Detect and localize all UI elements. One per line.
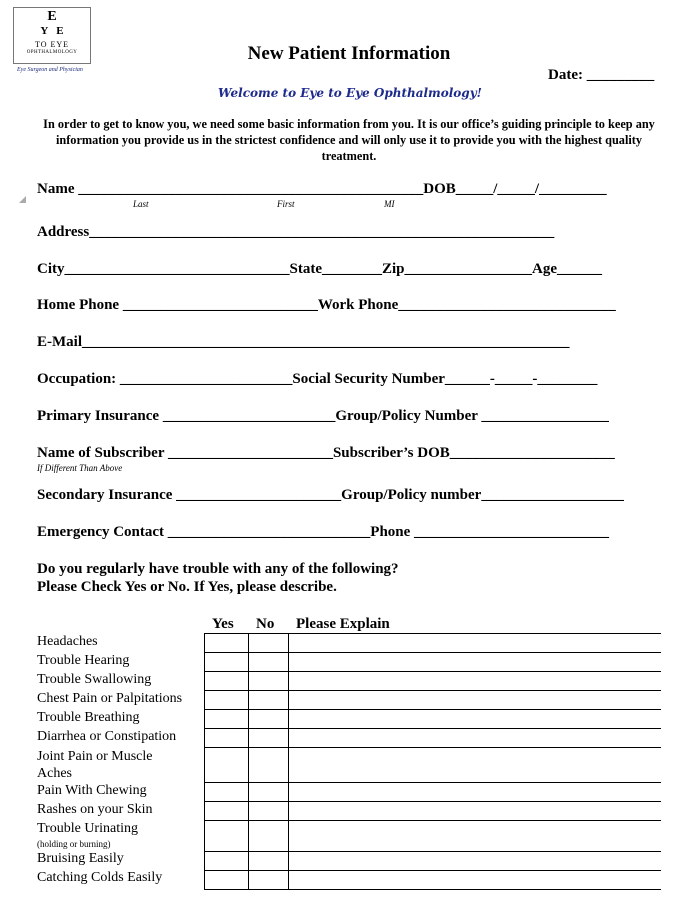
symptom-pain-chewing: Pain With Chewing (37, 783, 147, 798)
symptom-trouble-urinating-note: (holding or burning) (37, 839, 111, 849)
logo-line-4: OPHTHALMOLOGY (26, 50, 78, 55)
logo-tagline: Eye Surgeon and Physician (17, 67, 83, 73)
name-first-caption: First (277, 199, 295, 209)
name-last-caption: Last (133, 199, 149, 209)
name-mi-caption: MI (384, 199, 395, 209)
emergency-contact-field[interactable]: Emergency Contact ___________________________Phone __________________________ (37, 524, 610, 540)
logo-line-1: E (47, 9, 57, 24)
symptom-trouble-hearing: Trouble Hearing (37, 653, 130, 668)
secondary-insurance-field[interactable]: Secondary Insurance ______________________Group/Policy number___________________ (37, 487, 624, 503)
intro-paragraph: In order to get to know you, we need some basic information from you. It is our office’s guiding principle to keep any information you provide us in the strictest confidence and will only use it to provide you with the highest quality treatment. (43, 117, 655, 163)
occupation-ssn-field[interactable]: Occupation: _______________________Social Security Number______-_____-________ (37, 371, 598, 387)
primary-insurance-field[interactable]: Primary Insurance _______________________Group/Policy Number _________________ (37, 408, 609, 424)
email-field[interactable]: E-Mail_________________________________________________________________ (37, 334, 570, 350)
welcome-message: Welcome to Eye to Eye Ophthalmology! (218, 86, 482, 100)
symptom-joint-pain-cont: Aches (37, 766, 72, 781)
explain-column-header: Please Explain (296, 616, 390, 632)
no-column-header: No (256, 616, 275, 632)
question-line-2: Please Check Yes or No. If Yes, please describe. (37, 579, 337, 595)
phone-fields[interactable]: Home Phone __________________________Work Phone_____________________________ (37, 297, 616, 313)
symptom-trouble-urinating: Trouble Urinating (37, 821, 138, 836)
symptom-diarrhea-constipation: Diarrhea or Constipation (37, 729, 177, 744)
yes-column-header: Yes (212, 616, 234, 632)
symptom-headaches: Headaches (37, 634, 98, 649)
symptom-trouble-breathing: Trouble Breathing (37, 710, 140, 725)
symptom-rashes: Rashes on your Skin (37, 802, 153, 817)
logo-line-2: YE (40, 25, 72, 37)
form-title: New Patient Information (247, 43, 451, 64)
question-line-1: Do you regularly have trouble with any of the following? (37, 561, 399, 577)
city-state-zip-age-field[interactable]: City______________________________State________Zip_________________Age______ (37, 261, 602, 277)
symptom-catching-colds: Catching Colds Easily (37, 870, 163, 885)
logo-line-3: TO EYE (34, 40, 70, 49)
resize-handle-icon (19, 196, 26, 203)
subscriber-note: If Different Than Above (37, 463, 123, 473)
subscriber-field[interactable]: Name of Subscriber ______________________Subscriber’s DOB______________________ (37, 445, 615, 461)
symptom-trouble-swallowing: Trouble Swallowing (37, 672, 152, 687)
name-dob-field[interactable]: Name ______________________________________________DOB_____/_____/_________ (37, 181, 607, 197)
address-field[interactable]: Address______________________________________________________________ (37, 224, 555, 240)
date-field[interactable]: Date: _________ (548, 67, 655, 83)
symptom-bruising: Bruising Easily (37, 851, 124, 866)
symptom-joint-pain: Joint Pain or Muscle (37, 749, 153, 764)
symptom-chest-pain: Chest Pain or Palpitations (37, 691, 183, 706)
